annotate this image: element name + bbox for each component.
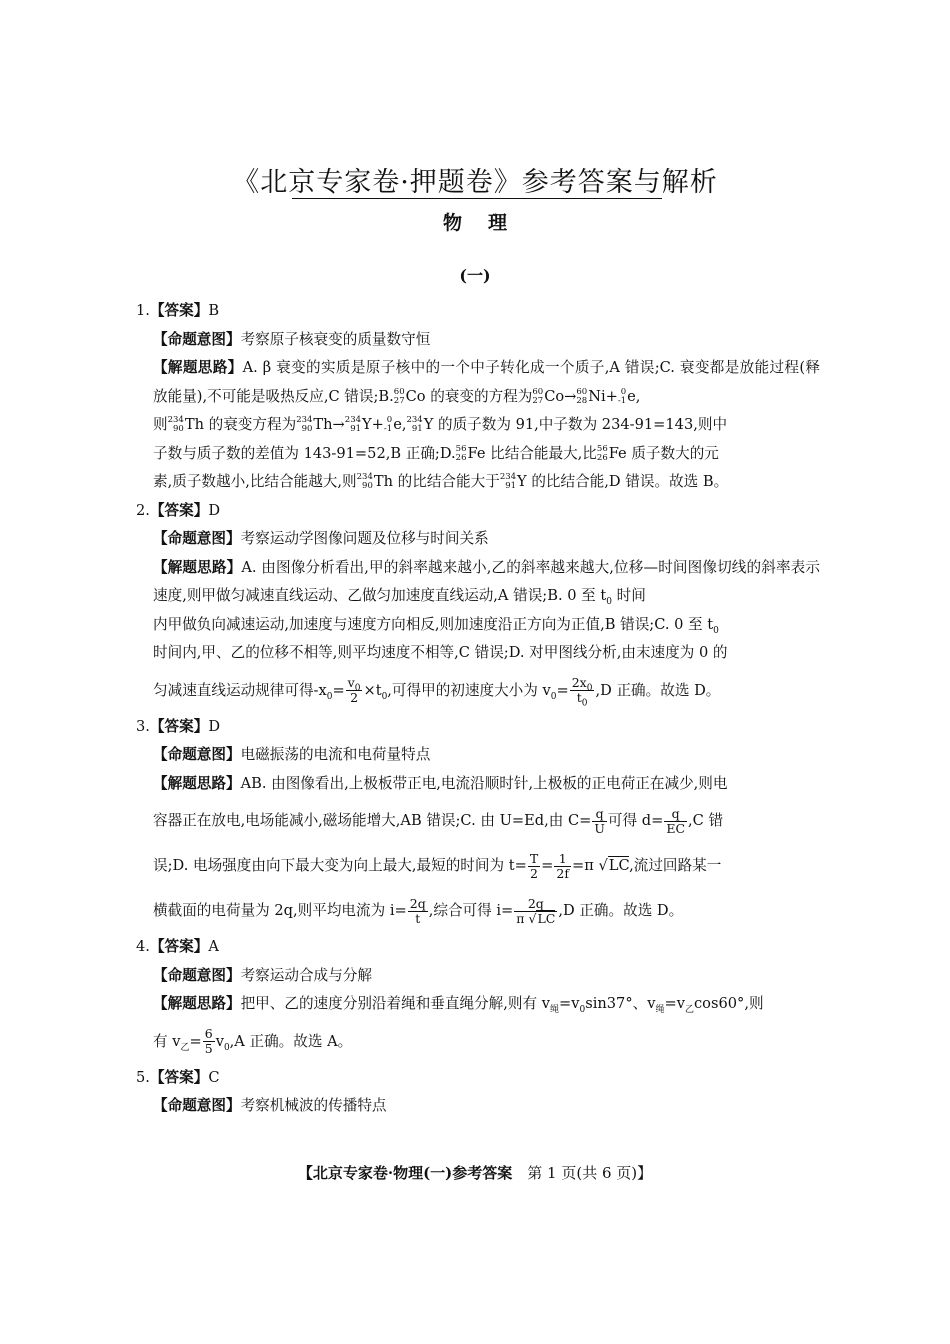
analysis-text: =v (664, 995, 685, 1012)
question-5 (136, 1064, 820, 1121)
question-2 (136, 497, 820, 713)
subscript: 0 (223, 1042, 230, 1053)
subscript: 绳 (549, 1004, 559, 1015)
fraction-2q-over-t: $\frac{2q}{t}$ (409, 895, 426, 926)
intent-text: 考察原子核衰变的质量数守恒 (240, 330, 431, 348)
page-footer (0, 1162, 950, 1183)
nuclide-notation: 234 90 (167, 415, 184, 434)
intent-text: 电磁振荡的电流和电荷量特点 (240, 746, 431, 763)
analysis-text: 容器正在放电,电场能减小,磁场能增大,AB 错误;C. 由 U=Ed,由 C= (153, 812, 592, 829)
nuclide-notation: 60 27 (532, 386, 544, 406)
analysis-text: ,D 正确。故选 D。 (558, 902, 684, 919)
analysis-text: Th 的衰变方程为 (184, 416, 297, 433)
analysis-text: e, (627, 387, 641, 405)
analysis-text: Co 的衰变的方程为 (405, 387, 533, 405)
fraction-q-over-EC: $\frac{q}{EC}$ (666, 805, 686, 836)
answer-value: D (208, 501, 221, 519)
question-3 (136, 713, 820, 934)
subscript: 0 (326, 691, 333, 702)
answer-tag: 【答案】 (149, 501, 209, 519)
question-number: 4. (136, 938, 150, 955)
nuclide-notation: 0 -1 (383, 415, 393, 434)
nuclide-notation: 234 91 (499, 472, 517, 491)
analysis-text: 误;D. 电场强度由向下最大变为向上最大,最短的时间为 t= (153, 857, 527, 874)
nuclide-notation: 234 90 (356, 472, 373, 491)
intent-tag: 【命题意图】 (153, 330, 241, 348)
analysis-text: 线的斜率表示速度,则甲做匀减速直线运动、乙做匀加速度直线运动,A 错误;B. 0 至 t (153, 558, 820, 604)
page-title: 《北京专家卷·押题卷》参考答案与解析 (232, 167, 718, 198)
subscript: 0 (579, 1004, 586, 1015)
analysis-text: A. 由图像分析看出,甲的斜率越来越小,乙的斜率越来越大,位移—时间图像切 (241, 558, 732, 576)
question-number: 5. (136, 1068, 150, 1086)
fraction-q-over-U: $\frac{q}{U}$ (594, 805, 605, 836)
analysis-text: = (189, 1032, 202, 1050)
nuclide-notation: 60 27 (393, 386, 405, 406)
analysis-tag: 【解题思路】 (153, 558, 242, 576)
answer-value: A (208, 938, 219, 955)
question-number: 3. (136, 717, 150, 735)
analysis-paragraph (153, 354, 820, 497)
analysis-text: v (215, 1032, 224, 1050)
title-underline (292, 198, 662, 199)
intent-tag: 【命题意图】 (153, 966, 241, 984)
subject-heading: 物理 (442, 212, 533, 234)
analysis-text: 可得 d= (607, 812, 664, 829)
sqrt-LC: LC (608, 857, 630, 874)
analysis-text: 则 (153, 416, 168, 433)
analysis-tag: 【解题思路】 (153, 359, 243, 376)
analysis-tag: 【解题思路】 (153, 995, 241, 1012)
analysis-text: Th 的比结合能大于 (373, 473, 500, 490)
nuclide-notation: 234 90 (296, 415, 313, 434)
analysis-text: Y 的比结合能,D 错误。故选 B。 (517, 473, 729, 490)
analysis-text: 时间 (616, 587, 646, 604)
section-heading: (一) (459, 266, 491, 285)
analysis-text: ,综合可得 i= (428, 902, 514, 919)
fraction-6-over-5: $\frac{6}{5}$ (204, 1026, 213, 1056)
nuclide-notation: 56 26 (455, 443, 467, 463)
answer-value: D (208, 717, 221, 735)
subscript: 0 (713, 625, 719, 636)
analysis-text: Co→ (544, 387, 577, 405)
question-1 (136, 297, 820, 497)
analysis-paragraph: 【解题思路】AB. 由图像看出,上极板带正电,电流沿顺时针,上极板的正电荷正在减少,则电 容器正在放电,电场能减小,磁场能增大,AB 错误;C. 由 U=Ed,由 C= $\frac{q}{U}$ 可得 d= $\frac{q}{EC}$ ,C 错 误;D. 电场强度由向下最大变为向上最大,最短的时间为 t= $\frac{T}{2}$ = $\frac{1}{2f}$ =π √LC,流过回路某一 横截面的电荷量为 2q,则平均电流为 i= $\frac{2q}{t}$ ,综合可得 i= $\frac{2q}{\pi √LC}$ ,D 正确。故选 D。 (153, 774, 728, 926)
subscript: 绳 (655, 1004, 665, 1015)
fraction-T-over-2: $\frac{T}{2}$ (529, 850, 539, 881)
subscript: 乙 (684, 1004, 694, 1015)
intent-tag: 【命题意图】 (153, 1097, 241, 1114)
analysis-text: Y+ (362, 416, 384, 433)
answer-tag: 【答案】 (149, 1068, 209, 1086)
analysis-paragraph (153, 990, 820, 1064)
analysis-text: = (332, 681, 345, 699)
analysis-text: =v (559, 995, 580, 1012)
intent-text: 考察运动合成与分解 (240, 966, 372, 984)
nuclide-notation: 56 26 (596, 443, 608, 463)
analysis-text: 时间内,甲、乙的位移不相等,则平均速度不相等,C 错误;D. 对甲图线分析,由末速度为 0 的 (153, 644, 728, 661)
answer-value: B (208, 302, 220, 319)
answer-tag: 【答案】 (149, 302, 209, 319)
analysis-text: 横截面的电荷量为 2q,则平均电流为 i= (153, 902, 407, 919)
analysis-text: ,可得甲的初速度大小为 v (387, 681, 551, 699)
fraction-2x0-over-t0: $\frac{2x_0}{t_0}$ (571, 675, 593, 709)
analysis-text: ×t (363, 681, 382, 699)
analysis-text: cos60°,则 (694, 995, 764, 1012)
analysis-text: A. β 衰变的实质是原子核中的一个中子转化成一个质子,A 错误;C. 衰变都是放 (242, 359, 755, 376)
fraction-2q-over-pi-sqrtLC: $\frac{2q}{\pi √LC}$ (516, 895, 556, 926)
nuclide-notation: 0 -1 (617, 386, 627, 406)
analysis-text: sin37°、v (585, 995, 656, 1012)
analysis-text: Th→ (313, 416, 345, 433)
answer-tag: 【答案】 (149, 938, 209, 955)
analysis-text: 把甲、乙的速度分别沿着绳和垂直绳分解,则有 v (240, 995, 550, 1012)
nuclide-notation: 60 28 (576, 386, 588, 406)
answer-value: C (208, 1068, 220, 1086)
analysis-text: Ni+ (588, 387, 618, 405)
subscript: 0 (381, 691, 388, 702)
intent-text: 考察机械波的传播特点 (240, 1097, 387, 1114)
analysis-text: Fe 质子数大的元 (608, 444, 719, 462)
analysis-text: 有 v (153, 1032, 181, 1050)
analysis-paragraph (153, 554, 820, 713)
subscript: 0 (606, 596, 612, 607)
analysis-text: 内甲做负向减速运动,加速度与速度方向相反,则加速度沿正方向为正值,B 错误;C. 0 至 t (153, 615, 714, 633)
fraction-v0-over-2: $\frac{v_0}{2}$ (347, 675, 361, 705)
analysis-text: 子数与质子数的差值为 143-91=52,B 正确;D. (153, 444, 456, 462)
analysis-text: =π (571, 857, 594, 874)
analysis-text: ,C 错 (688, 812, 724, 829)
analysis-text: Y 的质子数为 91,中子数为 234-91=143,则中 (423, 416, 728, 433)
nuclide-notation: 234 91 (344, 415, 362, 434)
fraction-1-over-2f: $\frac{1}{2f}$ (556, 850, 569, 881)
analysis-text: 匀减速直线运动规律可得-x (153, 681, 327, 699)
analysis-text: = (541, 857, 554, 874)
analysis-text: = (556, 681, 569, 699)
question-number: 1. (136, 302, 150, 319)
intent-text: 考察运动学图像问题及位移与时间关系 (240, 530, 489, 547)
analysis-text: AB. 由图像看出,上极板带正电,电流沿顺时针,上极板的正电荷正在减少,则电 (240, 774, 728, 792)
intent-tag: 【命题意图】 (153, 746, 241, 763)
question-number: 2. (136, 501, 150, 519)
nuclide-notation: 234 91 (406, 415, 423, 434)
footer-label: 【北京专家卷·物理(一)参考答案 (297, 1164, 513, 1182)
subscript: 0 (550, 691, 557, 702)
footer-page-number: 第 1 页(共 6 页)】 (527, 1164, 653, 1182)
subscript: 乙 (180, 1042, 190, 1053)
answer-content (136, 297, 820, 1121)
analysis-text: e, (393, 416, 407, 433)
analysis-text: 能过程(释放能量),不可能是吸热反应,C 错误;B. (153, 359, 820, 405)
answer-tag: 【答案】 (149, 717, 209, 735)
analysis-text: 素,质子数越小,比结合能越大,则 (153, 473, 357, 490)
analysis-text: ,D 正确。故选 D。 (595, 681, 721, 699)
intent-tag: 【命题意图】 (153, 530, 241, 547)
analysis-text: ,流过回路某一 (629, 857, 722, 874)
analysis-text: ,A 正确。故选 A。 (229, 1032, 353, 1050)
question-4 (136, 933, 820, 1064)
analysis-text: Fe 比结合能最大,比 (467, 444, 597, 462)
analysis-tag: 【解题思路】 (153, 774, 241, 792)
